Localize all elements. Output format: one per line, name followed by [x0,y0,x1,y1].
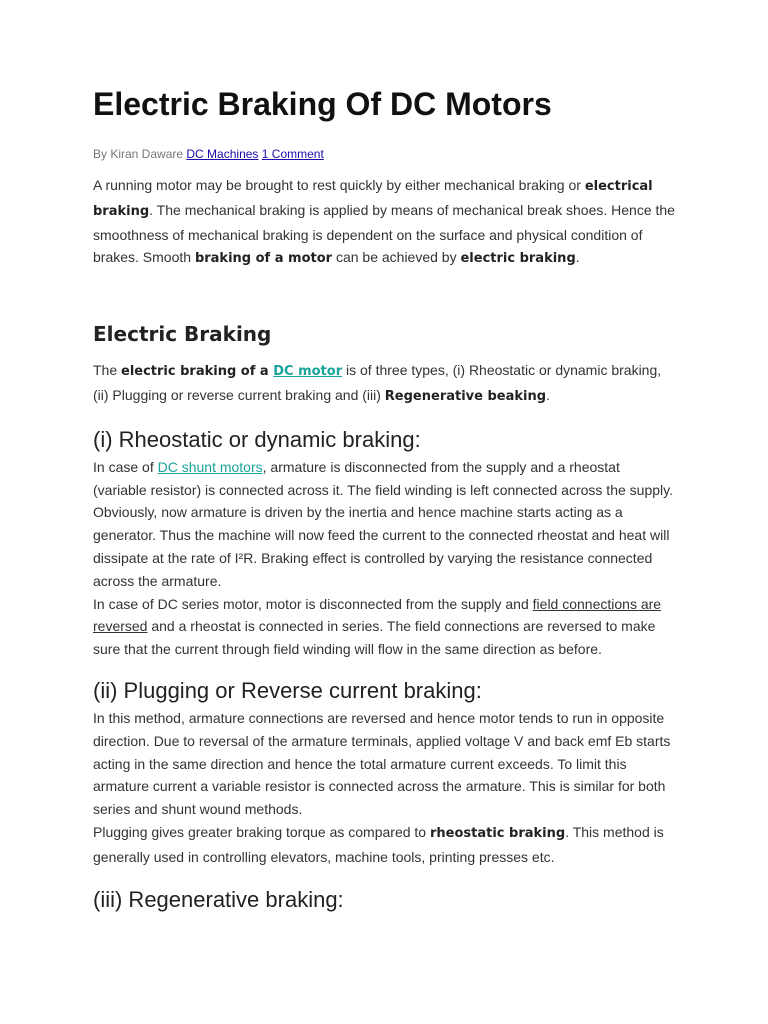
rheostatic-text: and a rheostat is connected in series. The field connections are reversed to make sure that the current through field winding will flow in the same direction as before. [93,618,656,658]
heading-rheostatic-braking: (i) Rheostatic or dynamic braking: [93,426,421,452]
article-body [93,174,675,913]
rheostatic-paragraph-2 [93,593,675,661]
intro-text: can be achieved by [332,249,461,266]
intro-bold-electrical-braking: electrical braking [93,179,653,219]
dc-shunt-motors-link[interactable]: DC shunt motors [157,458,263,475]
intro-text: . [575,249,580,266]
rheostatic-text: In case of DC series motor, motor is disconnected from the supply and [93,595,533,612]
category-link[interactable]: DC Machines [186,147,259,161]
types-paragraph [93,359,675,409]
plugging-paragraph-1: In this method, armature connections are reversed and hence motor tends to run in opposite direction. Due to reversal of the armature terminals, applied voltage V and back emf Eb starts acting in the same direction and hence the total armature current exceeds. To limit this armature current a variable resistor is connected across the armature. This is similar for both series and shunt wound methods. [93,709,671,818]
field-connections-underlined: field connections are reversed [93,595,662,635]
plugging-bold-rheostatic: rheostatic braking [429,825,566,841]
intro-bold-electric-braking: electric braking [460,251,576,267]
heading-regenerative-braking: (iii) Regenerative braking: [93,886,344,912]
dc-motor-link[interactable]: DC motor [273,364,343,380]
rheostatic-paragraph-1 [93,456,675,593]
page-title: Electric Braking Of DC Motors [93,86,552,122]
comments-link[interactable]: 1 Comment [261,147,324,161]
types-bold: electric braking of a [121,364,274,380]
byline [93,147,324,161]
rheostatic-text: , armature is disconnected from the supply and a rheostat (variable resistor) is connected across it. The field winding is left connected across the supply. Obviously, now armature is driven by the inertia and hence machine starts acting as a generator. Thus the machine will now feed the current to the connected rheostat and heat will dissipate at the rate of I²R. Braking effect is controlled by varying the resistance connected across the armature. [93,458,673,589]
types-text: The [93,362,122,379]
intro-text: . The mechanical braking is applied by means of mechanical break shoes. Hence the smoothness of mechanical braking is dependent on the surface and physical condition of brakes. Smooth [93,201,675,266]
rheostatic-text: In case of [93,458,158,475]
author: By Kiran Daware [93,147,184,161]
heading-plugging-braking: (ii) Plugging or Reverse current braking: [93,677,482,703]
intro-text: A running motor may be brought to rest quickly by either mechanical braking or [93,177,585,193]
plugging-paragraph-2 [93,821,675,869]
section-heading-electric-braking: Electric Braking [93,322,272,347]
intro-bold-braking-of-motor: braking of a motor [194,251,333,267]
types-text: . [546,386,550,403]
plugging-text: Plugging gives greater braking torque as compared to [93,823,430,840]
intro-paragraph [93,174,675,271]
types-bold-regenerative: Regenerative beaking [384,388,547,404]
plugging-text: . This method is generally used in controlling elevators, machine tools, printing presses etc. [93,823,664,865]
types-text: is of three types, (i) Rheostatic or dynamic braking, (ii) Plugging or reverse current braking and (iii) [93,362,662,403]
